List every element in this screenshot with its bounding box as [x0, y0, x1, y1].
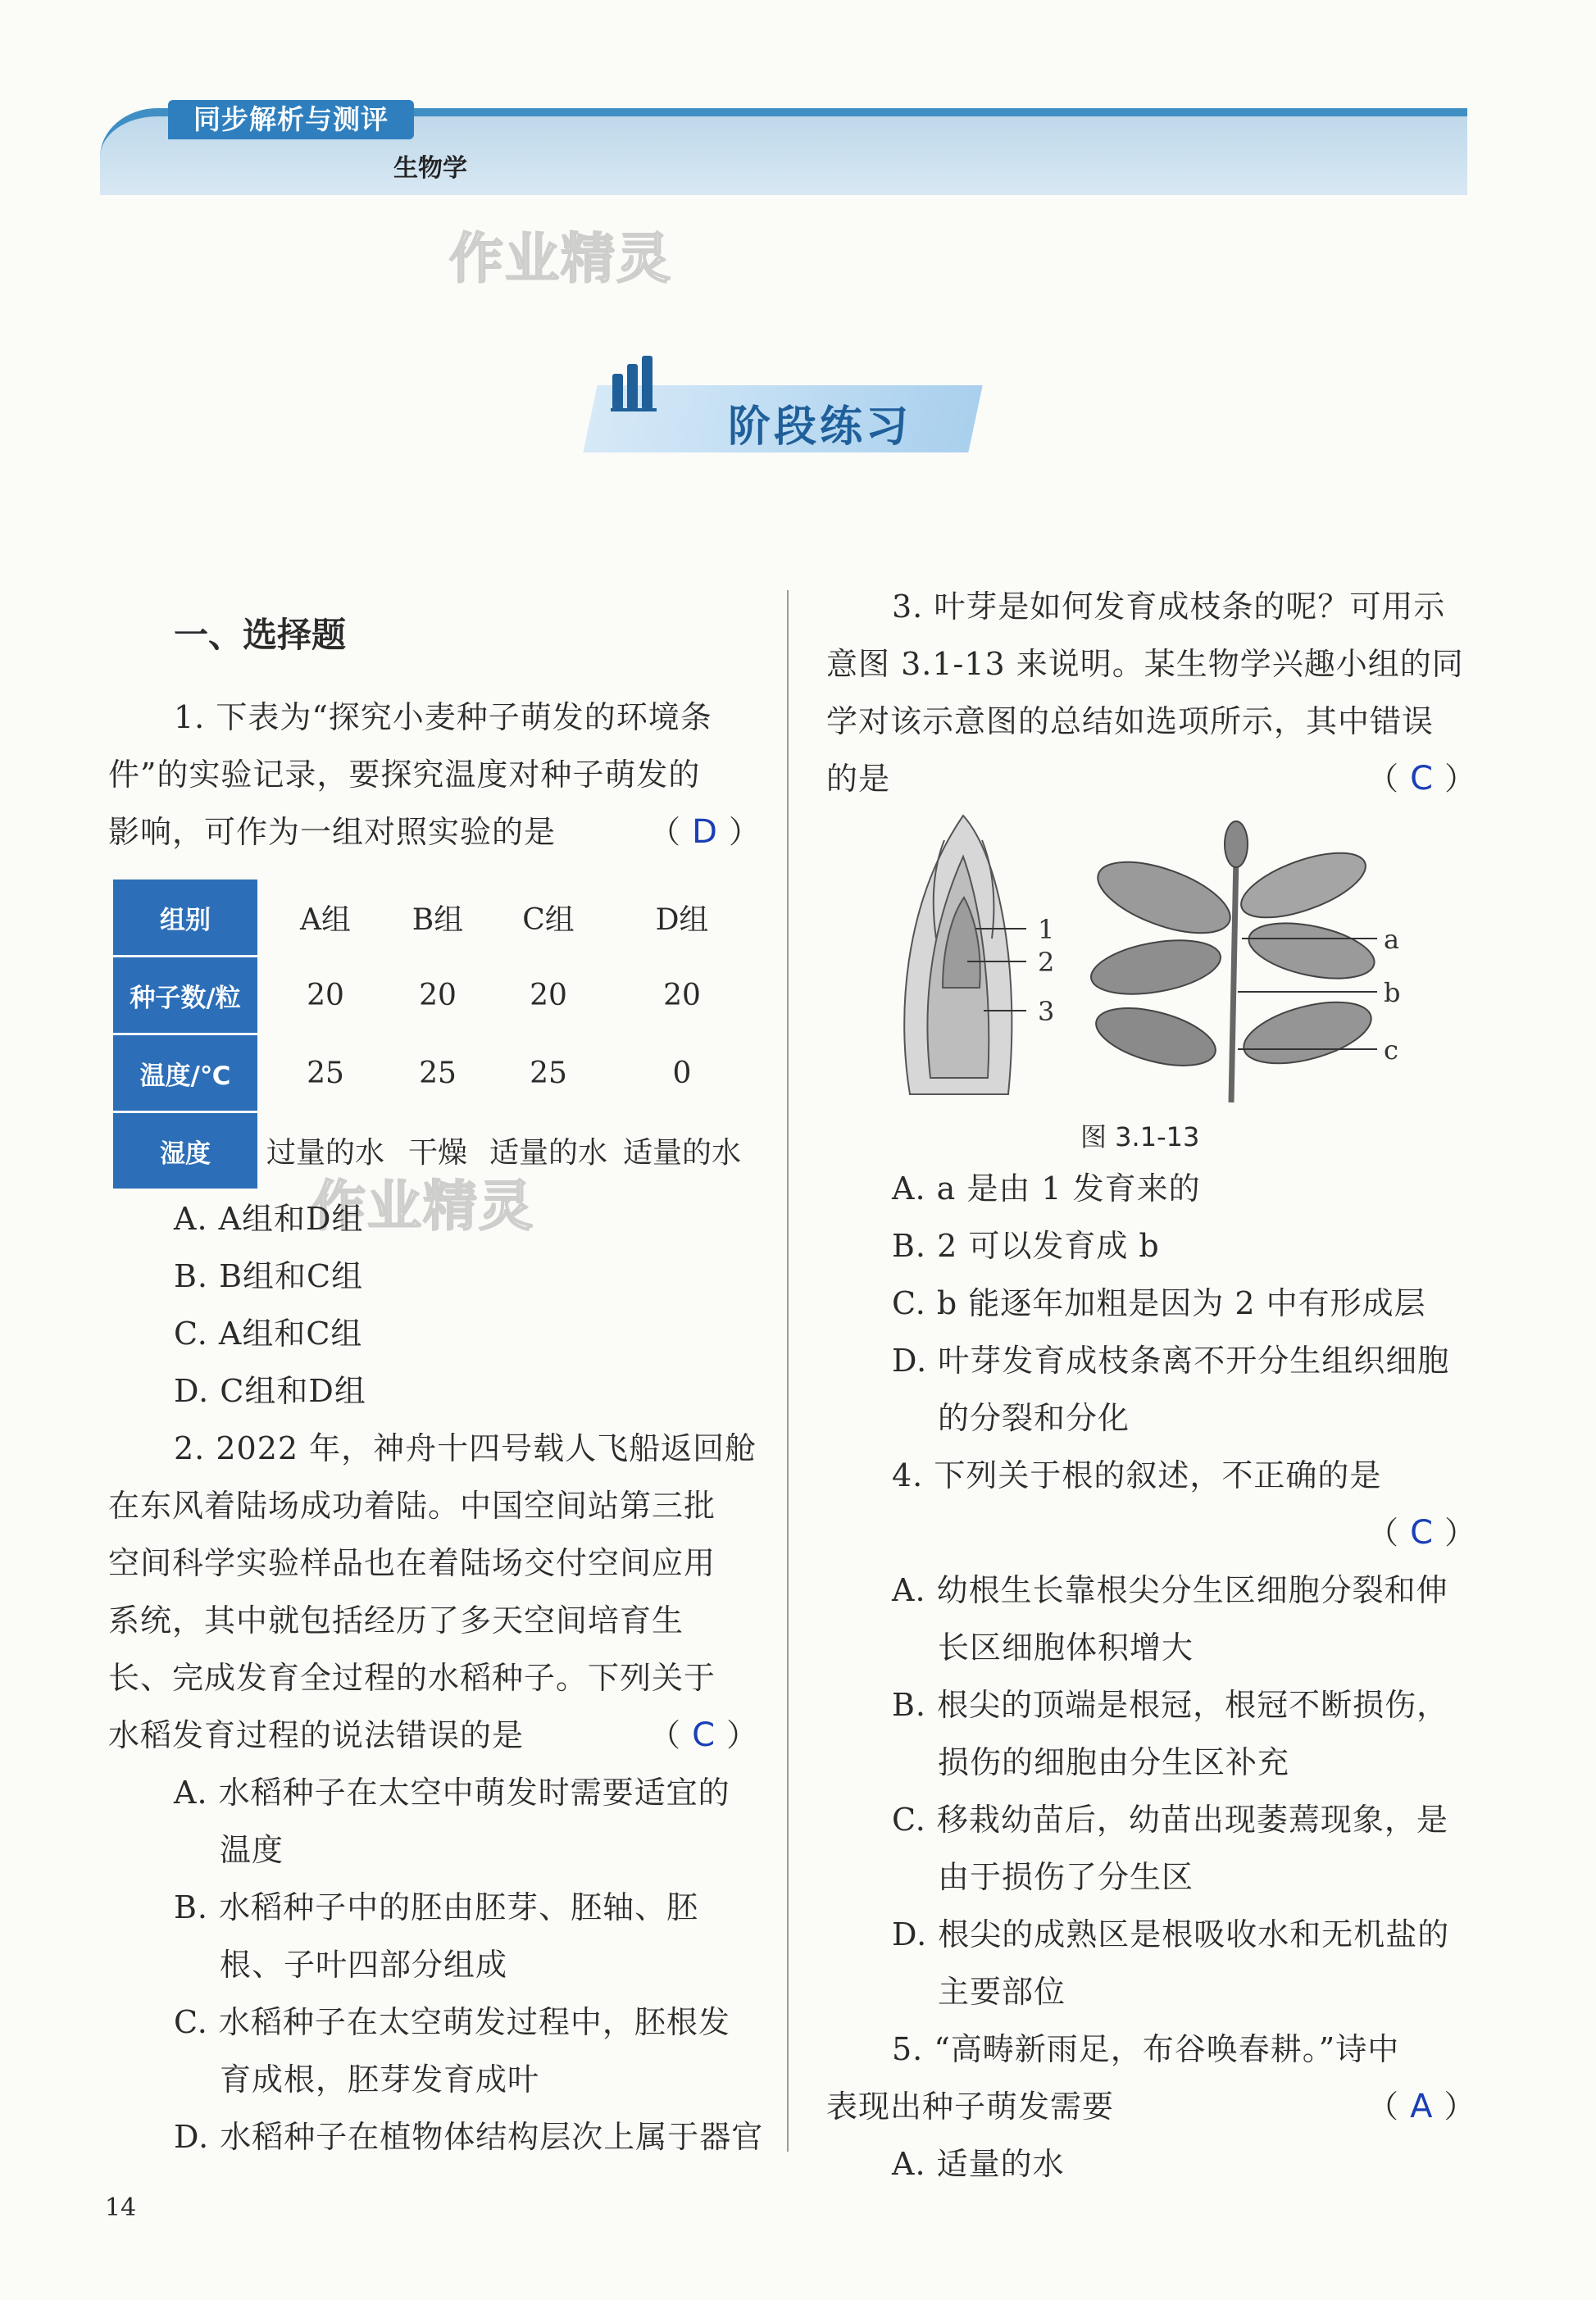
table-cell: D组 — [655, 903, 709, 938]
q4-option-cont: 由于损伤了分生区 — [938, 1859, 1194, 1895]
q2-line: 在东风着陆场成功着陆。中国空间站第三批 — [108, 1488, 716, 1524]
figure-label-3: 3 — [1038, 996, 1055, 1027]
figure-label-a: a — [1384, 924, 1400, 955]
q3-option: C. b 能逐年加粗是因为 2 中有形成层 — [892, 1285, 1426, 1321]
q4-option: B. 根尖的顶端是根冠，根冠不断损伤， — [892, 1687, 1449, 1723]
q2-option: C. 水稻种子在太空萌发过程中，胚根发 — [174, 2004, 730, 2040]
watermark-top: 作业精灵 — [449, 227, 672, 290]
q5-line: 5. “高畴新雨足，布谷唤春耕。”诗中 — [892, 2031, 1400, 2067]
book-series-tag: 同步解析与测评 — [168, 100, 414, 139]
figure-caption: 图 3.1-13 — [1080, 1121, 1200, 1152]
q5-answer: （ A ） — [1367, 2088, 1476, 2125]
figure-label-c: c — [1384, 1034, 1398, 1066]
q4-option: A. 幼根生长靠根尖分生区细胞分裂和伸 — [892, 1572, 1448, 1608]
q5-answer-letter: A — [1410, 2088, 1434, 2125]
table-cell: 适量的水 — [622, 1135, 741, 1170]
q3-option: D. 叶芽发育成枝条离不开分生组织细胞 — [892, 1343, 1450, 1379]
table-cell: 20 — [419, 978, 457, 1012]
q3-answer-letter: C — [1410, 760, 1435, 798]
column-divider — [787, 590, 789, 2152]
q2-line: 2. 2022 年，神舟十四号载人飞船返回舱 — [174, 1430, 757, 1466]
table-header-cell: 种子数/粒 — [113, 957, 257, 1034]
q5-line: 表现出种子萌发需要 — [826, 2089, 1115, 2125]
q2-option: A. 水稻种子在太空中萌发时需要适宜的 — [174, 1775, 730, 1811]
figure-label-b: b — [1384, 977, 1401, 1008]
q4-option-cont: 主要部位 — [938, 1974, 1066, 2010]
table-header-cell: 湿度 — [113, 1112, 257, 1189]
leaf-bud-illustration — [904, 816, 1012, 1094]
q2-option: D. 水稻种子在植物体结构层次上属于器官 — [174, 2119, 764, 2155]
table-cell: 适量的水 — [489, 1135, 607, 1170]
q4-option: C. 移栽幼苗后，幼苗出现萎蔫现象，是 — [892, 1802, 1448, 1838]
table-cell: B组 — [412, 903, 464, 938]
q2-answer: （ C ） — [649, 1716, 759, 1754]
branch-illustration — [1087, 821, 1380, 1102]
q1-line: 件”的实验记录，要探究温度对种子萌发的 — [108, 757, 701, 793]
q4-answer-letter: C — [1410, 1514, 1435, 1552]
q3-line: 3. 叶芽是如何发育成枝条的呢？可用示 — [892, 589, 1446, 625]
q4-option: D. 根尖的成熟区是根吸收水和无机盐的 — [892, 1916, 1450, 1952]
q1-option: C. A组和C组 — [174, 1316, 363, 1352]
table-cell: 0 — [672, 1056, 692, 1090]
subject-label: 生物学 — [393, 154, 467, 183]
table-header-cell: 温度/℃ — [113, 1034, 257, 1112]
table-cell: 20 — [530, 978, 567, 1012]
q1-answer-letter: D — [692, 813, 718, 851]
q2-answer-letter: C — [692, 1716, 716, 1754]
q2-option-cont: 根、子叶四部分组成 — [220, 1947, 508, 1983]
q3-option: B. 2 可以发育成 b — [892, 1228, 1160, 1264]
q2-line: 空间科学实验样品也在着陆场交付空间应用 — [108, 1545, 716, 1581]
q2-line: 长、完成发育全过程的水稻种子。下列关于 — [108, 1660, 716, 1696]
q3-line: 意图 3.1-13 来说明。某生物学兴趣小组的同 — [826, 646, 1464, 682]
q3-line: 的是 — [826, 761, 891, 797]
q4-option-cont: 损伤的细胞由分生区补充 — [938, 1744, 1290, 1780]
q1-option: B. B组和C组 — [174, 1258, 364, 1294]
table-cell: C组 — [522, 903, 575, 938]
table-cell: 干燥 — [407, 1135, 467, 1170]
table-cell: 过量的水 — [266, 1135, 384, 1170]
q4-option-cont: 长区细胞体积增大 — [938, 1630, 1194, 1666]
q1-line: 1. 下表为“探究小麦种子萌发的环境条 — [174, 699, 712, 735]
experiment-table — [113, 880, 749, 1189]
table-cell: 25 — [530, 1056, 567, 1090]
section-title: 阶段练习 — [728, 402, 912, 452]
q2-option-cont: 温度 — [220, 1832, 284, 1868]
table-row — [113, 957, 749, 1034]
q1-answer: （ D ） — [649, 813, 761, 851]
table-cell: 25 — [419, 1056, 457, 1090]
q2-option: B. 水稻种子中的胚由胚芽、胚轴、胚 — [174, 1889, 699, 1925]
q1-option: A. A组和D组 — [174, 1201, 364, 1237]
figure-label-2: 2 — [1038, 947, 1055, 978]
q3-line: 学对该示意图的总结如选项所示，其中错误 — [826, 703, 1435, 739]
q4-answer: （ C ） — [1367, 1514, 1477, 1552]
q2-line: 水稻发育过程的说法错误的是 — [108, 1717, 525, 1753]
leaf-bud-diagram — [885, 807, 1459, 1115]
q2-line: 系统，其中就包括经历了多天空间培育生 — [108, 1602, 684, 1639]
q1-line: 影响，可作为一组对照实验的是 — [108, 814, 557, 850]
q3-option-cont: 的分裂和分化 — [938, 1400, 1130, 1436]
q4-line: 4. 下列关于根的叙述，不正确的是 — [892, 1457, 1382, 1493]
page-number: 14 — [105, 2193, 137, 2222]
q2-option-cont: 育成根，胚芽发育成叶 — [220, 2061, 540, 2098]
q3-answer: （ C ） — [1367, 760, 1477, 798]
table-row — [113, 880, 749, 957]
part-heading: 一、选择题 — [174, 615, 347, 655]
book-stack-icon — [611, 354, 668, 413]
table-cell: 25 — [307, 1056, 344, 1090]
q1-option: D. C组和D组 — [174, 1373, 366, 1409]
q3-option: A. a 是由 1 发育来的 — [892, 1170, 1201, 1207]
q5-option: A. 适量的水 — [892, 2146, 1065, 2182]
table-cell: 20 — [307, 978, 344, 1012]
figure-label-1: 1 — [1038, 914, 1055, 945]
watermark-middle: 作业精灵 — [311, 1175, 534, 1238]
table-row — [113, 1034, 749, 1112]
table-header-cell: 组别 — [113, 880, 257, 957]
table-cell: A组 — [300, 903, 351, 938]
table-cell: 20 — [663, 978, 701, 1012]
